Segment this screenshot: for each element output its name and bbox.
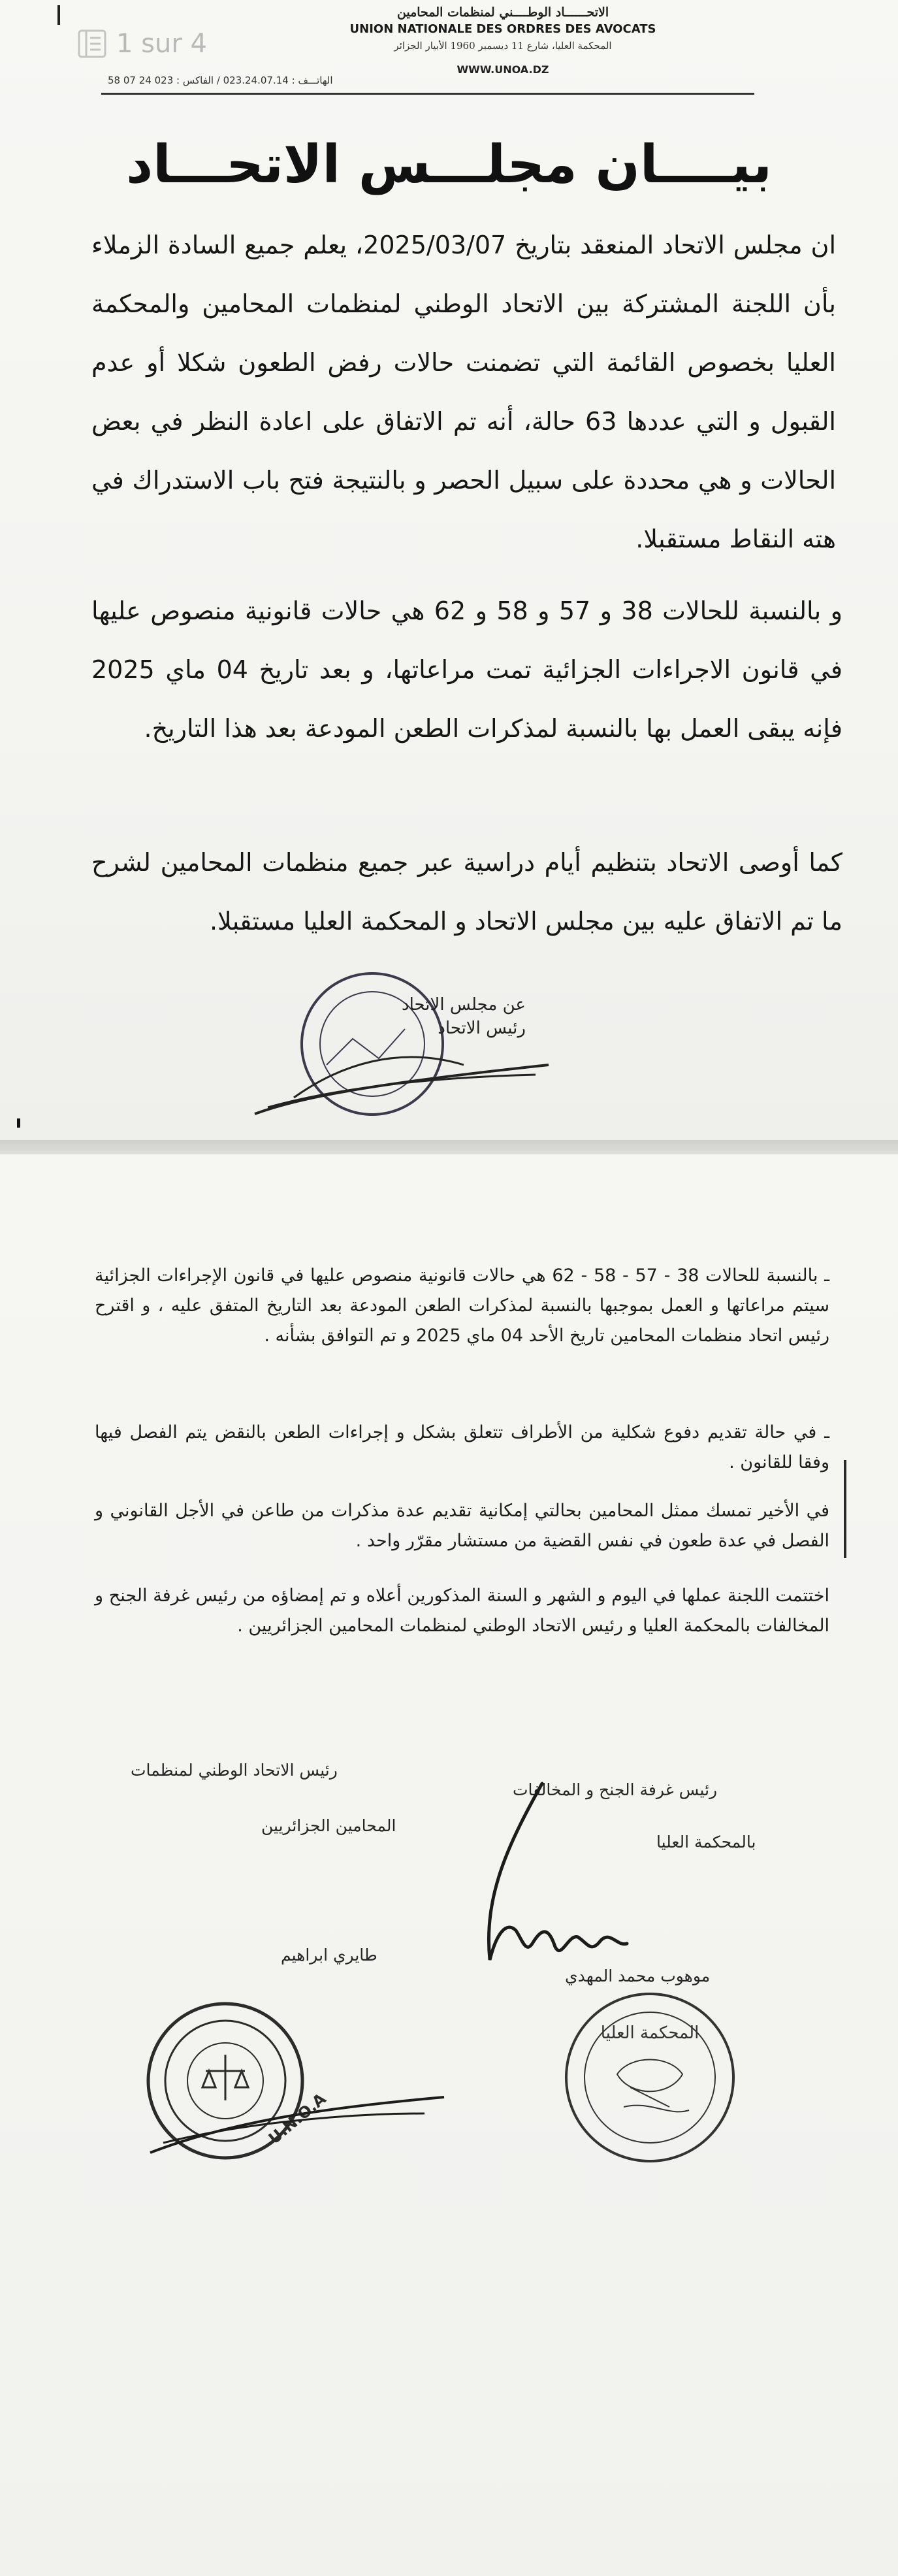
letterhead-french-name: UNION NATIONALE DES ORDRES DES AVOCATS (349, 22, 656, 36)
statement-paragraph-1: ان مجلس الاتحاد المنعقد بتاريخ 2025/03/07، يعلم جميع السادة الزملاء بأن اللجنة المشتركة بين الاتحاد الوطني لمنظمات المحامين والمحكمة العليا بخصوص القائمة التي تضمنت حالات رفض الطعون شكلا أو عدم القبول و التي عددها 63 حالة، أنه تم الاتفاق على اعادة النظر في بعض الحالات و هي محددة على سبيل الحصر و بالنتيجة فتح باب الاستدراك في هته النقاط مستقبلا. (91, 231, 837, 553)
scan-mark (17, 1118, 20, 1128)
union-signatory-line1: عن مجلس الاتحاد (402, 995, 526, 1015)
page-icon (77, 29, 107, 59)
minutes-item-1: ـ بالنسبة للحالات 38 - 57 - 58 - 62 هي حالات قانونية منصوص عليها في قانون الإجراءات الجزائية سيتم مراعاتها و العمل بموجبها بالنسبة لمذكرات الطعن المودعة بعد التاريخ المتفق عليه ، و اقترح رئيس اتحاد منظمات المحامين تاريخ الأحد 04 ماي 2025 و تم التوافق بشأنه . (95, 1265, 829, 1346)
union-president-name: طايري ابراهيم (281, 1946, 377, 1965)
letterhead (268, 5, 738, 76)
minutes-item-4: اختتمت اللجنة عملها في اليوم و الشهر و السنة المذكورين أعلاه و تم إمضاؤه من رئيس غرفة الجنح و المخالفات بالمحكمة العليا و رئيس الاتحاد الوطني لمنظمات المحامين الجزائريين . (95, 1586, 829, 1636)
statement-paragraph-2: و بالنسبة للحالات 38 و 57 و 58 و 62 هي حالات قانونية منصوص عليها في قانون الاجراءات الجزائية تمت مراعاتها، و بعد تاريخ 04 ماي 2025 فإنه يبقى العمل بها بالنسبة لمذكرات الطعن المودعة بعد هذا التاريخ. (91, 596, 842, 743)
union-signatory-line2: رئيس الاتحاد (438, 1019, 526, 1038)
union-seal-abbr: U.N.O.A (265, 2089, 330, 2148)
letterhead-divider (101, 93, 754, 95)
page-indicator-label: 1 sur 4 (116, 29, 207, 59)
minutes-item-3: في الأخير تمسك ممثل المحامين بحالتي إمكانية تقديم عدة مذكرات من طاعن في الأجل القانوني و الفصل في عدة طعون في نفس القضية من مستشار مقرّر واحد . (95, 1501, 829, 1551)
union-seal-stamp (137, 1983, 451, 2179)
court-seal-text: المحكمة العليا (600, 2023, 699, 2043)
court-seal-stamp (545, 1976, 767, 2172)
union-president-subtitle: المحامين الجزائريين (261, 1816, 396, 1835)
union-seal-signature (248, 967, 555, 1124)
chamber-president-name: موهوب محمد المهدي (565, 1966, 711, 1985)
letterhead-address: المحكمة العليا، شارع 11 ديسمبر 1960 الأبيار الجزائر (394, 40, 612, 52)
chamber-president-title: رئيس غرفة الجنح و المخالفات (513, 1780, 718, 1799)
edge-mark (57, 5, 60, 25)
chamber-court-label: بالمحكمة العليا (656, 1833, 756, 1851)
chamber-president-signature (444, 1764, 725, 1986)
union-president-title: رئيس الاتحاد الوطني لمنظمات (131, 1761, 338, 1780)
page-indicator[interactable] (77, 29, 207, 59)
page-title: بيــــان مجلـــس الاتحـــاد (126, 134, 772, 195)
letterhead-website: WWW.UNOA.DZ (457, 63, 549, 76)
statement-paragraph-3: كما أوصى الاتحاد بتنظيم أيام دراسية عبر جميع منظمات المحامين لشرح ما تم الاتفاق عليه بين مجلس الاتحاد و المحكمة العليا مستقبلا. (91, 848, 842, 936)
page-separator (0, 1140, 898, 1154)
margin-pen-mark (844, 1460, 846, 1558)
union-signatory (402, 993, 526, 1040)
letterhead-phone-fax: الهاتـــف : 023.24.07.14 / الفاكس : 023 24 07 58 (108, 74, 333, 86)
letterhead-arabic-name: الاتحــــــاد الوطــــني لمنظمات المحامين (396, 5, 609, 20)
minutes-item-2: ـ في حالة تقديم دفوع شكلية من الأطراف تتعلق بشكل و إجراءات الطعن بالنقض يتم الفصل فيها وفقا للقانون . (95, 1422, 829, 1473)
